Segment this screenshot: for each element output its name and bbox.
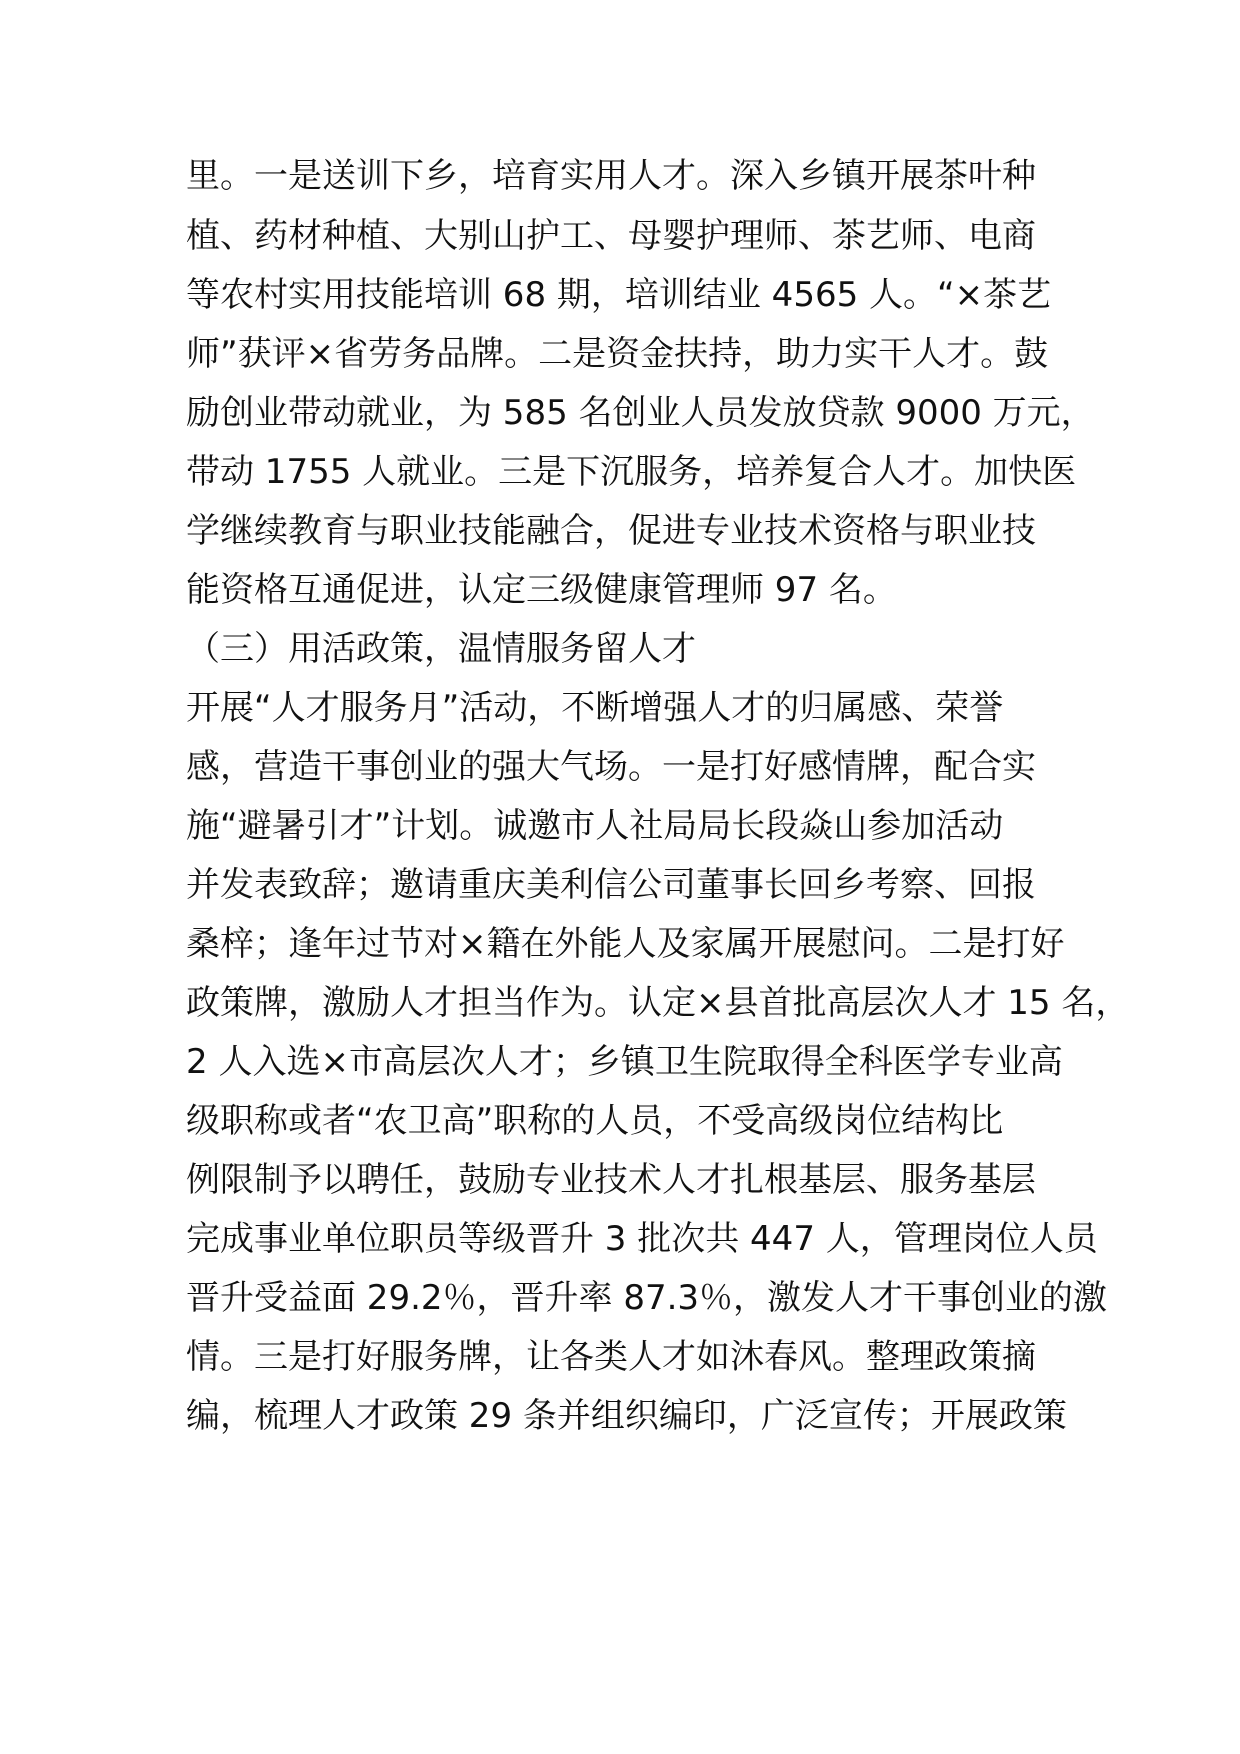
text-line: 编，梳理人才政策 29 条并组织编印，广泛宣传；开展政策 [186,1396,1067,1436]
text-line: 例限制予以聘任，鼓励专业技术人才扎根基层、服务基层 [186,1160,1036,1200]
text-line: 桑梓；逢年过节对×籍在外能人及家属开展慰问。二是打好 [186,924,1065,964]
text-line: 师”获评×省劳务品牌。二是资金扶持，助力实干人才。鼓 [186,334,1049,374]
text-line: 能资格互通促进，认定三级健康管理师 97 名。 [186,570,897,610]
text-line: 励创业带动就业，为 585 名创业人员发放贷款 9000 万元， [186,393,1095,433]
text-line: 施“避暑引才”计划。诚邀市人社局局长段焱山参加活动 [186,806,1004,846]
text-line: 政策牌，激励人才担当作为。认定×县首批高层次人才 15 名， [186,983,1130,1023]
text-line: 等农村实用技能培训 68 期，培训结业 4565 人。“×茶艺 [186,275,1052,315]
text-line: 2 人入选×市高层次人才；乡镇卫生院取得全科医学专业高 [186,1042,1063,1082]
text-line: 带动 1755 人就业。三是下沉服务，培养复合人才。加快医 [186,452,1077,492]
text-line: 里。一是送训下乡，培育实用人才。深入乡镇开展茶叶种 [186,156,1036,196]
text-line: 学继续教育与职业技能融合，促进专业技术资格与职业技 [186,511,1036,551]
text-line: 感，营造干事创业的强大气场。一是打好感情牌，配合实 [186,747,1036,787]
text-line: 级职称或者“农卫高”职称的人员，不受高级岗位结构比 [186,1101,1004,1141]
text-line: 植、药材种植、大别山护工、母婴护理师、茶艺师、电商 [186,216,1036,256]
text-line: 完成事业单位职员等级晋升 3 批次共 447 人，管理岗位人员 [186,1219,1098,1259]
section-heading: （三）用活政策，温情服务留人才 [186,629,696,669]
text-line: 并发表致辞；邀请重庆美利信公司董事长回乡考察、回报 [186,865,1036,905]
text-line: 晋升受益面 29.2％，晋升率 87.3％，激发人才干事创业的激 [186,1278,1108,1318]
text-line: 情。三是打好服务牌，让各类人才如沐春风。整理政策摘 [186,1337,1036,1377]
text-line: 开展“人才服务月”活动，不断增强人才的归属感、荣誉 [186,688,1004,728]
